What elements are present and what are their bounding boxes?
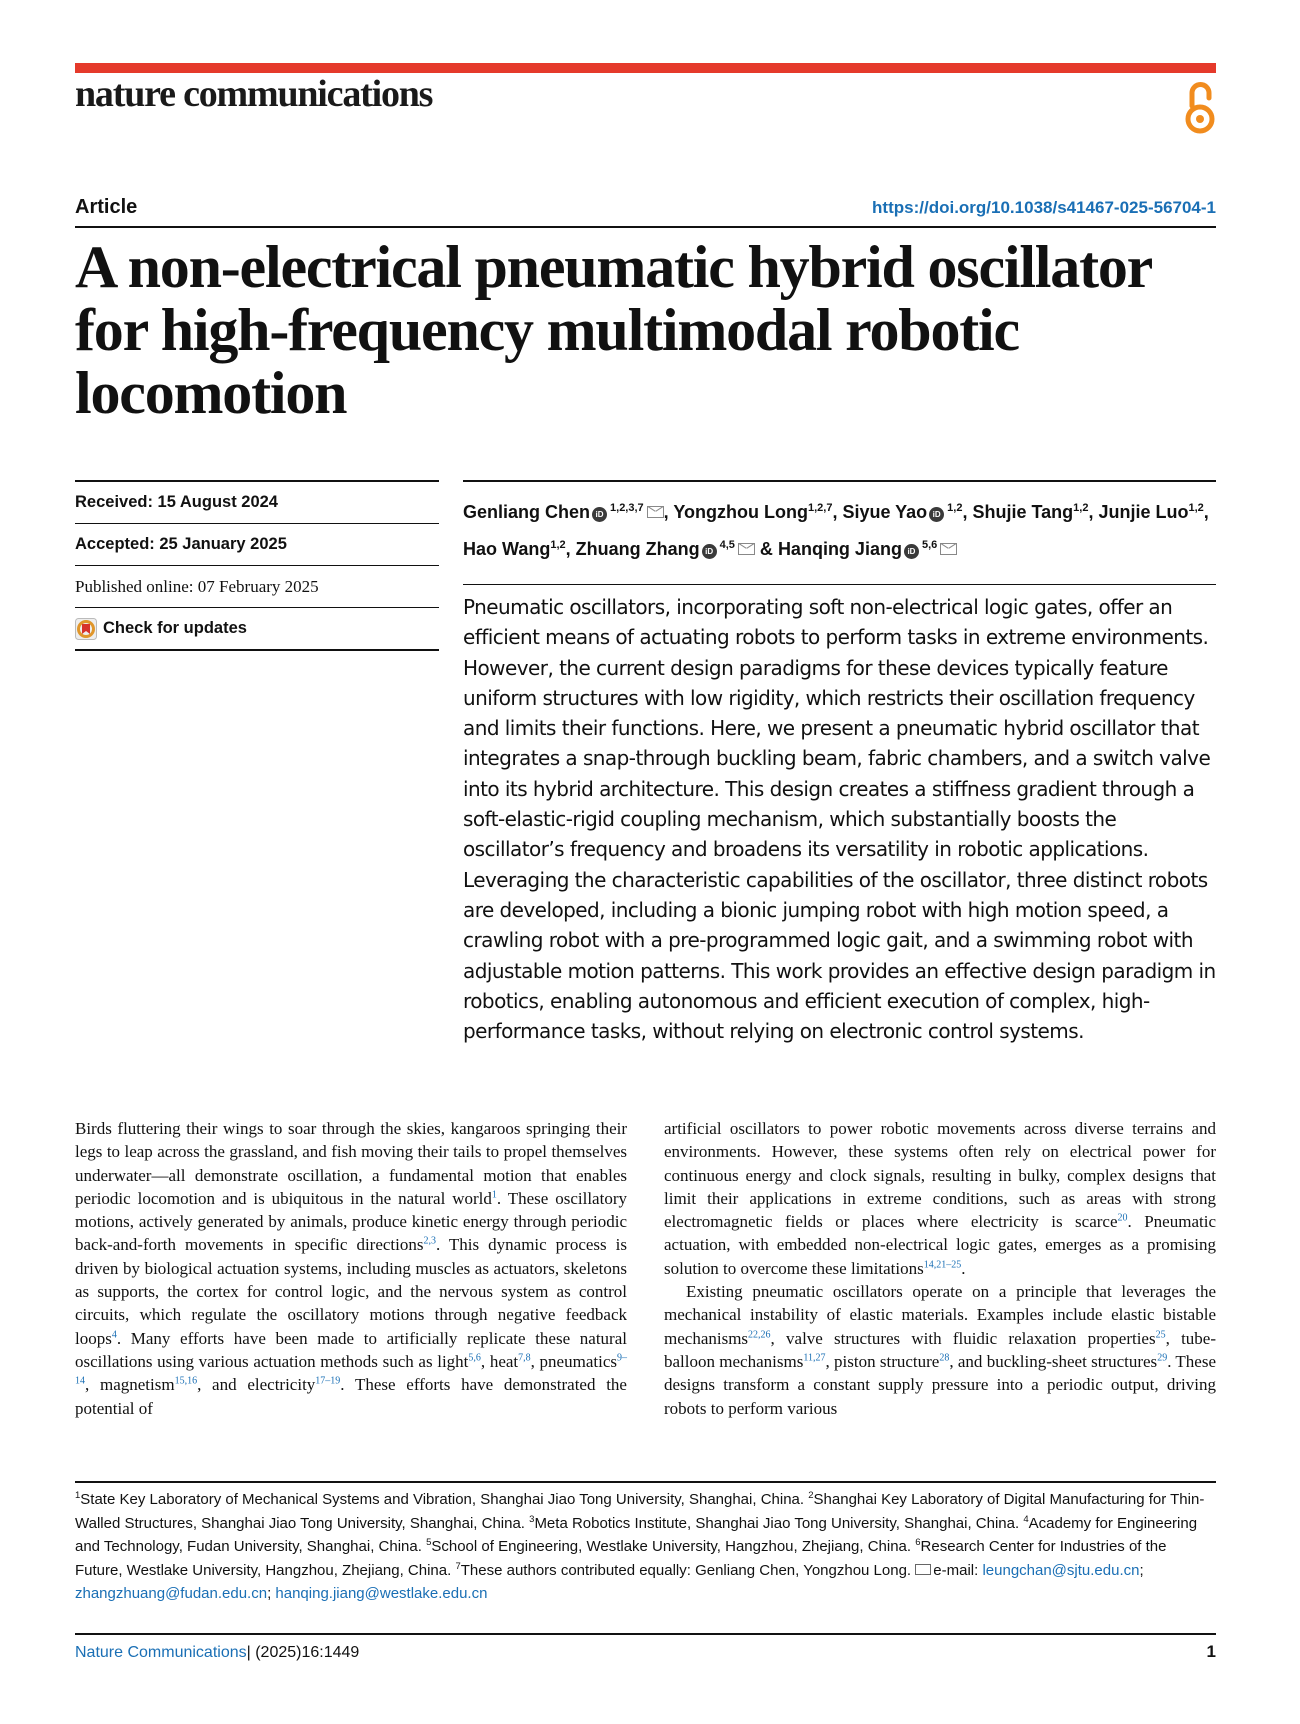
orcid-icon[interactable]: iD (929, 507, 944, 522)
email-icon (915, 1564, 931, 1575)
journal-brand: nature communications (75, 73, 433, 115)
orcid-icon[interactable]: iD (702, 544, 717, 559)
author-name[interactable]: Zhuang Zhang (575, 539, 700, 559)
affiliation-text: Shanghai Key Laboratory of Digital Manufacturing for Thin-Walled Structures, Shanghai Jiao Tong University, Shanghai, China. (75, 1491, 1205, 1532)
affiliation-number: 3 (529, 1513, 535, 1525)
footer-journal-link[interactable]: Nature Communications (75, 1644, 247, 1661)
email-icon[interactable] (738, 543, 755, 555)
footer-rule (75, 1633, 1216, 1635)
article-title: A non-electrical pneumatic hybrid oscillator for high-frequency multimodal robotic locomotion (75, 234, 1152, 426)
affiliation-number: 5 (426, 1537, 432, 1548)
body-column-right (664, 1117, 1216, 1420)
citation-ref[interactable]: 15,16 (174, 1375, 198, 1387)
author-name[interactable]: Yongzhou Long (673, 502, 808, 522)
email-icon[interactable] (940, 543, 957, 555)
affiliation-number: 1 (75, 1490, 81, 1501)
affiliations: $^1$State Key Laboratory of Mechanical Systems and Vibration, Shanghai Jiao Tong University, Shanghai, China. $^2$Shanghai Key Laboratory of Digital Manufacturing for Thin-Walled Structures, Shanghai Jiao Tong University, Shanghai, China. $^3$Meta Robotics Institute, Shanghai Jiao Tong University, Shanghai, China. $^4$Academy for Engineering and Technology, Fudan University, Shanghai, China. $^5$School of Engineering, Westlake University, Hangzhou, Zhejiang, China. $^6$Research Center for Industries of the Future, Westlake University, Hangzhou, Zhejiang, China. $^7$These authors contributed equally: Genliang Chen, Yongzhou Long. e-mail: leungchan@sjtu.edu.cn; zhangzhuang@fudan.edu.cn; hanqing.jiang@westlake.edu.cn (75, 1490, 1205, 1602)
author-affiliation-ref: 1,2 (550, 539, 566, 551)
body-column-left (75, 1117, 627, 1420)
email-icon[interactable] (647, 506, 664, 518)
author-name[interactable]: Junjie Luo (1098, 502, 1189, 522)
body-paragraph: artificial oscillators to power robotic movements across diverse terrains and environments. However, these systems often rely on electrical power for continuous energy and clock signals, resulting in bulky, complex designs that limit their applications in extreme conditions, such as areas with strong electromagnetic fields or places where electricity is scarce$^{20}$. Pneumatic actuation, with embedded non-electrical logic gates, emerges as a promising solution to overcome these limitations$^{14,21-25}$. (664, 1119, 1216, 1278)
body-paragraph: Existing pneumatic oscillators operate on a principle that leverages the mechanical instability of elastic materials. Examples include elastic bistable mechanisms$^{22,26}$, valve structures with fluidic relaxation properties$^{25}$, tube-balloon mechanisms$^{11,27}$, piston structure$^{28}$, and buckling-sheet structures$^{29}$. These designs transform a constant supply pressure into a periodic output, driving robots to perform various (664, 1282, 1217, 1418)
affiliation-number: 7 (455, 1560, 461, 1572)
author-name[interactable]: Hao Wang (463, 539, 551, 559)
citation-ref[interactable]: 11,27 (803, 1352, 826, 1364)
email-label: e-mail: (933, 1561, 983, 1579)
author-name[interactable]: Hanqing Jiang (777, 539, 902, 559)
received-date: Received: 15 August 2024 (75, 480, 439, 523)
affiliation-number: 2 (808, 1490, 814, 1501)
citation-ref[interactable]: 1 (491, 1189, 497, 1201)
citation-ref[interactable]: 29 (1157, 1352, 1168, 1364)
citation-ref[interactable]: 5,6 (468, 1352, 481, 1364)
header-rule (75, 226, 1216, 228)
affiliation-text: Research Center for Industries of the Future, Westlake University, Hangzhou, Zhejiang, China. (75, 1538, 1167, 1579)
author-affiliation-ref: 1,2 (947, 502, 963, 514)
affiliation-text: These authors contributed equally: Genliang Chen, Yongzhou Long. (460, 1561, 916, 1579)
affiliation-text: School of Engineering, Westlake University, Hangzhou, Zhejiang, China. (431, 1538, 916, 1555)
author-affiliation-ref: 4,5 (719, 539, 735, 551)
author-list: Genliang Chen iD$^{1,2,3,7}$ , Yongzhou Long$^{1,2,7}$, Siyue Yao iD$^{1,2}$, Shujie Tang$^{1,2}$, Junjie Luo$^{1,2}$, Hao Wang$^{1,2}$, Zhuang Zhang iD$^{4,5}$ & Hanqing Jiang iD$^{5,6}$ (463, 502, 1209, 559)
abstract: Pneumatic oscillators, incorporating soft non-electrical logic gates, offer an efficient means of actuating robots to perform tasks in extreme environments. However, the current design paradigms for these devices typically feature uniform structures with low rigidity, which restricts their oscillation frequency and limits their functions. Here, we present a pneumatic hybrid oscillator that integrates a snap-through buckling beam, fabric chambers, and a switch valve into its hybrid architecture. This design creates a stiffness gradient through a soft-elastic-rigid coupling mechanism, which substantially boosts the oscillator’s frequency and broadens its versatility in robotic applications. Leveraging the characteristic capabilities of the oscillator, three distinct robots are developed, including a bionic jumping robot with high motion speed, a crawling robot with a pre-programmed logic gait, and a swimming robot with adjustable motion patterns. This work provides an effective design paradigm in robotics, enabling autonomous and efficient execution of complex, high-performance tasks, without relying on electronic control systems. (463, 595, 1216, 1044)
check-updates-label: Check for updates (103, 619, 247, 637)
body-paragraph: Birds fluttering their wings to soar through the skies, kangaroos springing their legs to leap across the grassland, and fish moving their tails to propel themselves underwater—all demonstrate oscillation, a fundamental motion that enables periodic locomotion and is ubiquitous in the natural world$^1$. These oscillatory motions, actively generated by animals, produce kinetic energy through periodic back-and-forth movements in specific directions$^{2,3}$. This dynamic process is driven by biological actuation systems, including muscles as actuators, skeletons as supports, the cortex for control logic, and the nervous system as control circuits, which regulate the oscillatory motions through negative feedback loops$^4$. Many efforts have been made to artificially replicate these natural oscillations using various actuation methods such as light$^{5,6}$, heat$^{7,8}$, pneumatics$^{9-14}$, magnetism$^{15,16}$, and electricity$^{17-19}$. These efforts have demonstrated the potential of (75, 1119, 627, 1418)
affiliation-text: Meta Robotics Institute, Shanghai Jiao Tong University, Shanghai, China. (534, 1514, 1024, 1532)
article-type: Article (75, 196, 138, 218)
citation-ref[interactable]: 9–14 (75, 1352, 627, 1387)
footer-citation-text: | (2025)16:1449 (246, 1644, 360, 1661)
citation-ref[interactable]: 17–19 (315, 1375, 341, 1387)
author-affiliation-ref: 1,2,3,7 (610, 502, 644, 514)
footer-citation (75, 1644, 359, 1662)
author-affiliation-ref: 1,2,7 (807, 502, 833, 514)
accepted-date: Accepted: 25 January 2025 (75, 523, 439, 565)
check-for-updates-button[interactable] (75, 607, 439, 651)
author-affiliation-ref: 1,2 (1073, 502, 1089, 514)
email-link[interactable]: zhangzhuang@fudan.edu.cn (75, 1585, 268, 1602)
citation-ref[interactable]: 7,8 (518, 1352, 531, 1364)
citation-ref[interactable]: 28 (939, 1352, 950, 1364)
author-name[interactable]: Genliang Chen (463, 502, 591, 522)
citation-ref[interactable]: 20 (1117, 1212, 1128, 1224)
authors-block (463, 480, 1216, 566)
doi-link[interactable]: https://doi.org/10.1038/s41467-025-56704-1 (872, 198, 1216, 217)
orcid-icon[interactable]: iD (592, 507, 607, 522)
citation-ref[interactable]: 22,26 (748, 1329, 771, 1341)
published-date: Published online: 07 February 2025 (75, 565, 439, 607)
email-link[interactable]: hanqing.jiang@westlake.edu.cn (275, 1585, 488, 1602)
affiliation-text: State Key Laboratory of Mechanical Systems and Vibration, Shanghai Jiao Tong University, Shanghai, China. (80, 1491, 809, 1508)
orcid-icon[interactable]: iD (904, 544, 919, 559)
author-affiliation-ref: 1,2 (1188, 502, 1204, 514)
page-number: 1 (1206, 1642, 1216, 1661)
affiliation-text: Academy for Engineering and Technology, Fudan University, Shanghai, China. (75, 1514, 1198, 1555)
email-link[interactable]: leungchan@sjtu.edu.cn (982, 1561, 1140, 1579)
citation-ref[interactable]: 4 (111, 1329, 117, 1341)
citation-ref[interactable]: 25 (1155, 1329, 1166, 1341)
affiliation-number: 4 (1023, 1513, 1029, 1525)
citation-ref[interactable]: 2,3 (423, 1235, 436, 1247)
author-name[interactable]: Shujie Tang (972, 502, 1074, 522)
open-access-icon (1180, 78, 1220, 138)
affiliations-rule (75, 1481, 1216, 1483)
check-updates-icon (75, 618, 97, 640)
affiliation-number: 6 (915, 1537, 921, 1548)
citation-ref[interactable]: 14,21–25 (923, 1259, 962, 1271)
author-affiliation-ref: 5,6 (921, 539, 938, 551)
abstract-rule (463, 584, 1216, 585)
author-name[interactable]: Siyue Yao (842, 502, 928, 522)
publication-history (75, 480, 439, 651)
